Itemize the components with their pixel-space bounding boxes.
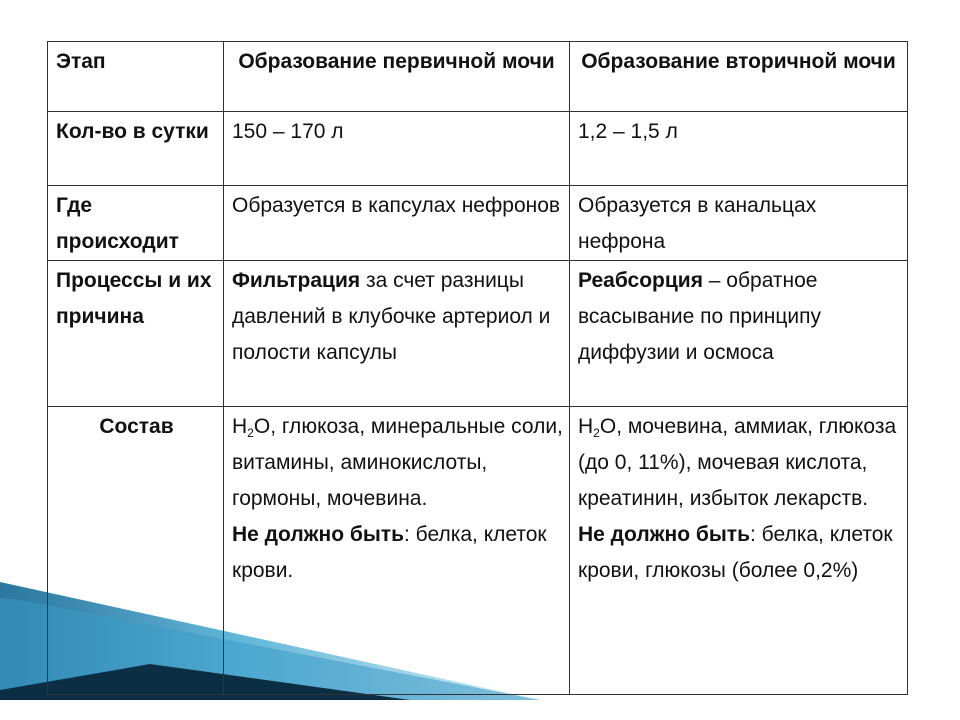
formula-h: H (232, 415, 248, 438)
must-not-be-label: Не должно быть (232, 523, 404, 546)
header-row (48, 42, 908, 112)
cell-primary-composition (224, 407, 570, 695)
primary-exclusions: : белка, клеток крови. (232, 523, 547, 582)
formula-subscript: 2 (593, 426, 600, 440)
cell-primary-process (224, 261, 570, 407)
primary-composition-text: O, глюкоза, минеральные соли, витамины, аминокислоты, гормоны, мочевина. (232, 415, 563, 510)
cell-primary-amount: 150 – 170 л (224, 112, 570, 186)
cell-secondary-composition (570, 407, 908, 695)
cell-secondary-location: Образуется в канальцах нефрона (570, 186, 908, 261)
formula-h: H (578, 415, 594, 438)
reabsorption-description: – обратное всасывание по принципу диффузии и осмоса (578, 269, 822, 364)
urine-formation-table (47, 41, 908, 695)
secondary-exclusions: : белка, клеток крови, глюкозы (более 0,2%) (578, 523, 893, 582)
term-filtration: Фильтрация (232, 269, 361, 292)
filtration-description: за счет разницы давлений в клубочке артериол и полости капсулы (232, 269, 551, 364)
table-row (48, 261, 908, 407)
row-label-location: Где происходит (48, 186, 224, 261)
cell-primary-location: Образуется в капсулах нефронов (224, 186, 570, 261)
header-primary-urine: Образование первичной мочи (224, 42, 570, 112)
term-reabsorption: Реабсорция (578, 269, 703, 292)
header-stage: Этап (48, 42, 224, 112)
row-label-daily-amount: Кол-во в сутки (48, 112, 224, 186)
formula-subscript: 2 (247, 426, 254, 440)
table-row (48, 112, 908, 186)
header-secondary-urine: Образование вторичной мочи (570, 42, 908, 112)
cell-secondary-process (570, 261, 908, 407)
table-row (48, 186, 908, 261)
cell-secondary-amount: 1,2 – 1,5 л (570, 112, 908, 186)
table-row (48, 407, 908, 695)
row-label-processes: Процессы и их причина (48, 261, 224, 407)
must-not-be-label: Не должно быть (578, 523, 750, 546)
row-label-composition: Состав (48, 407, 224, 695)
secondary-composition-text: O, мочевина, аммиак, глюкоза (до 0, 11%), мочевая кислота, креатинин, избыток лекарств. (578, 415, 897, 510)
